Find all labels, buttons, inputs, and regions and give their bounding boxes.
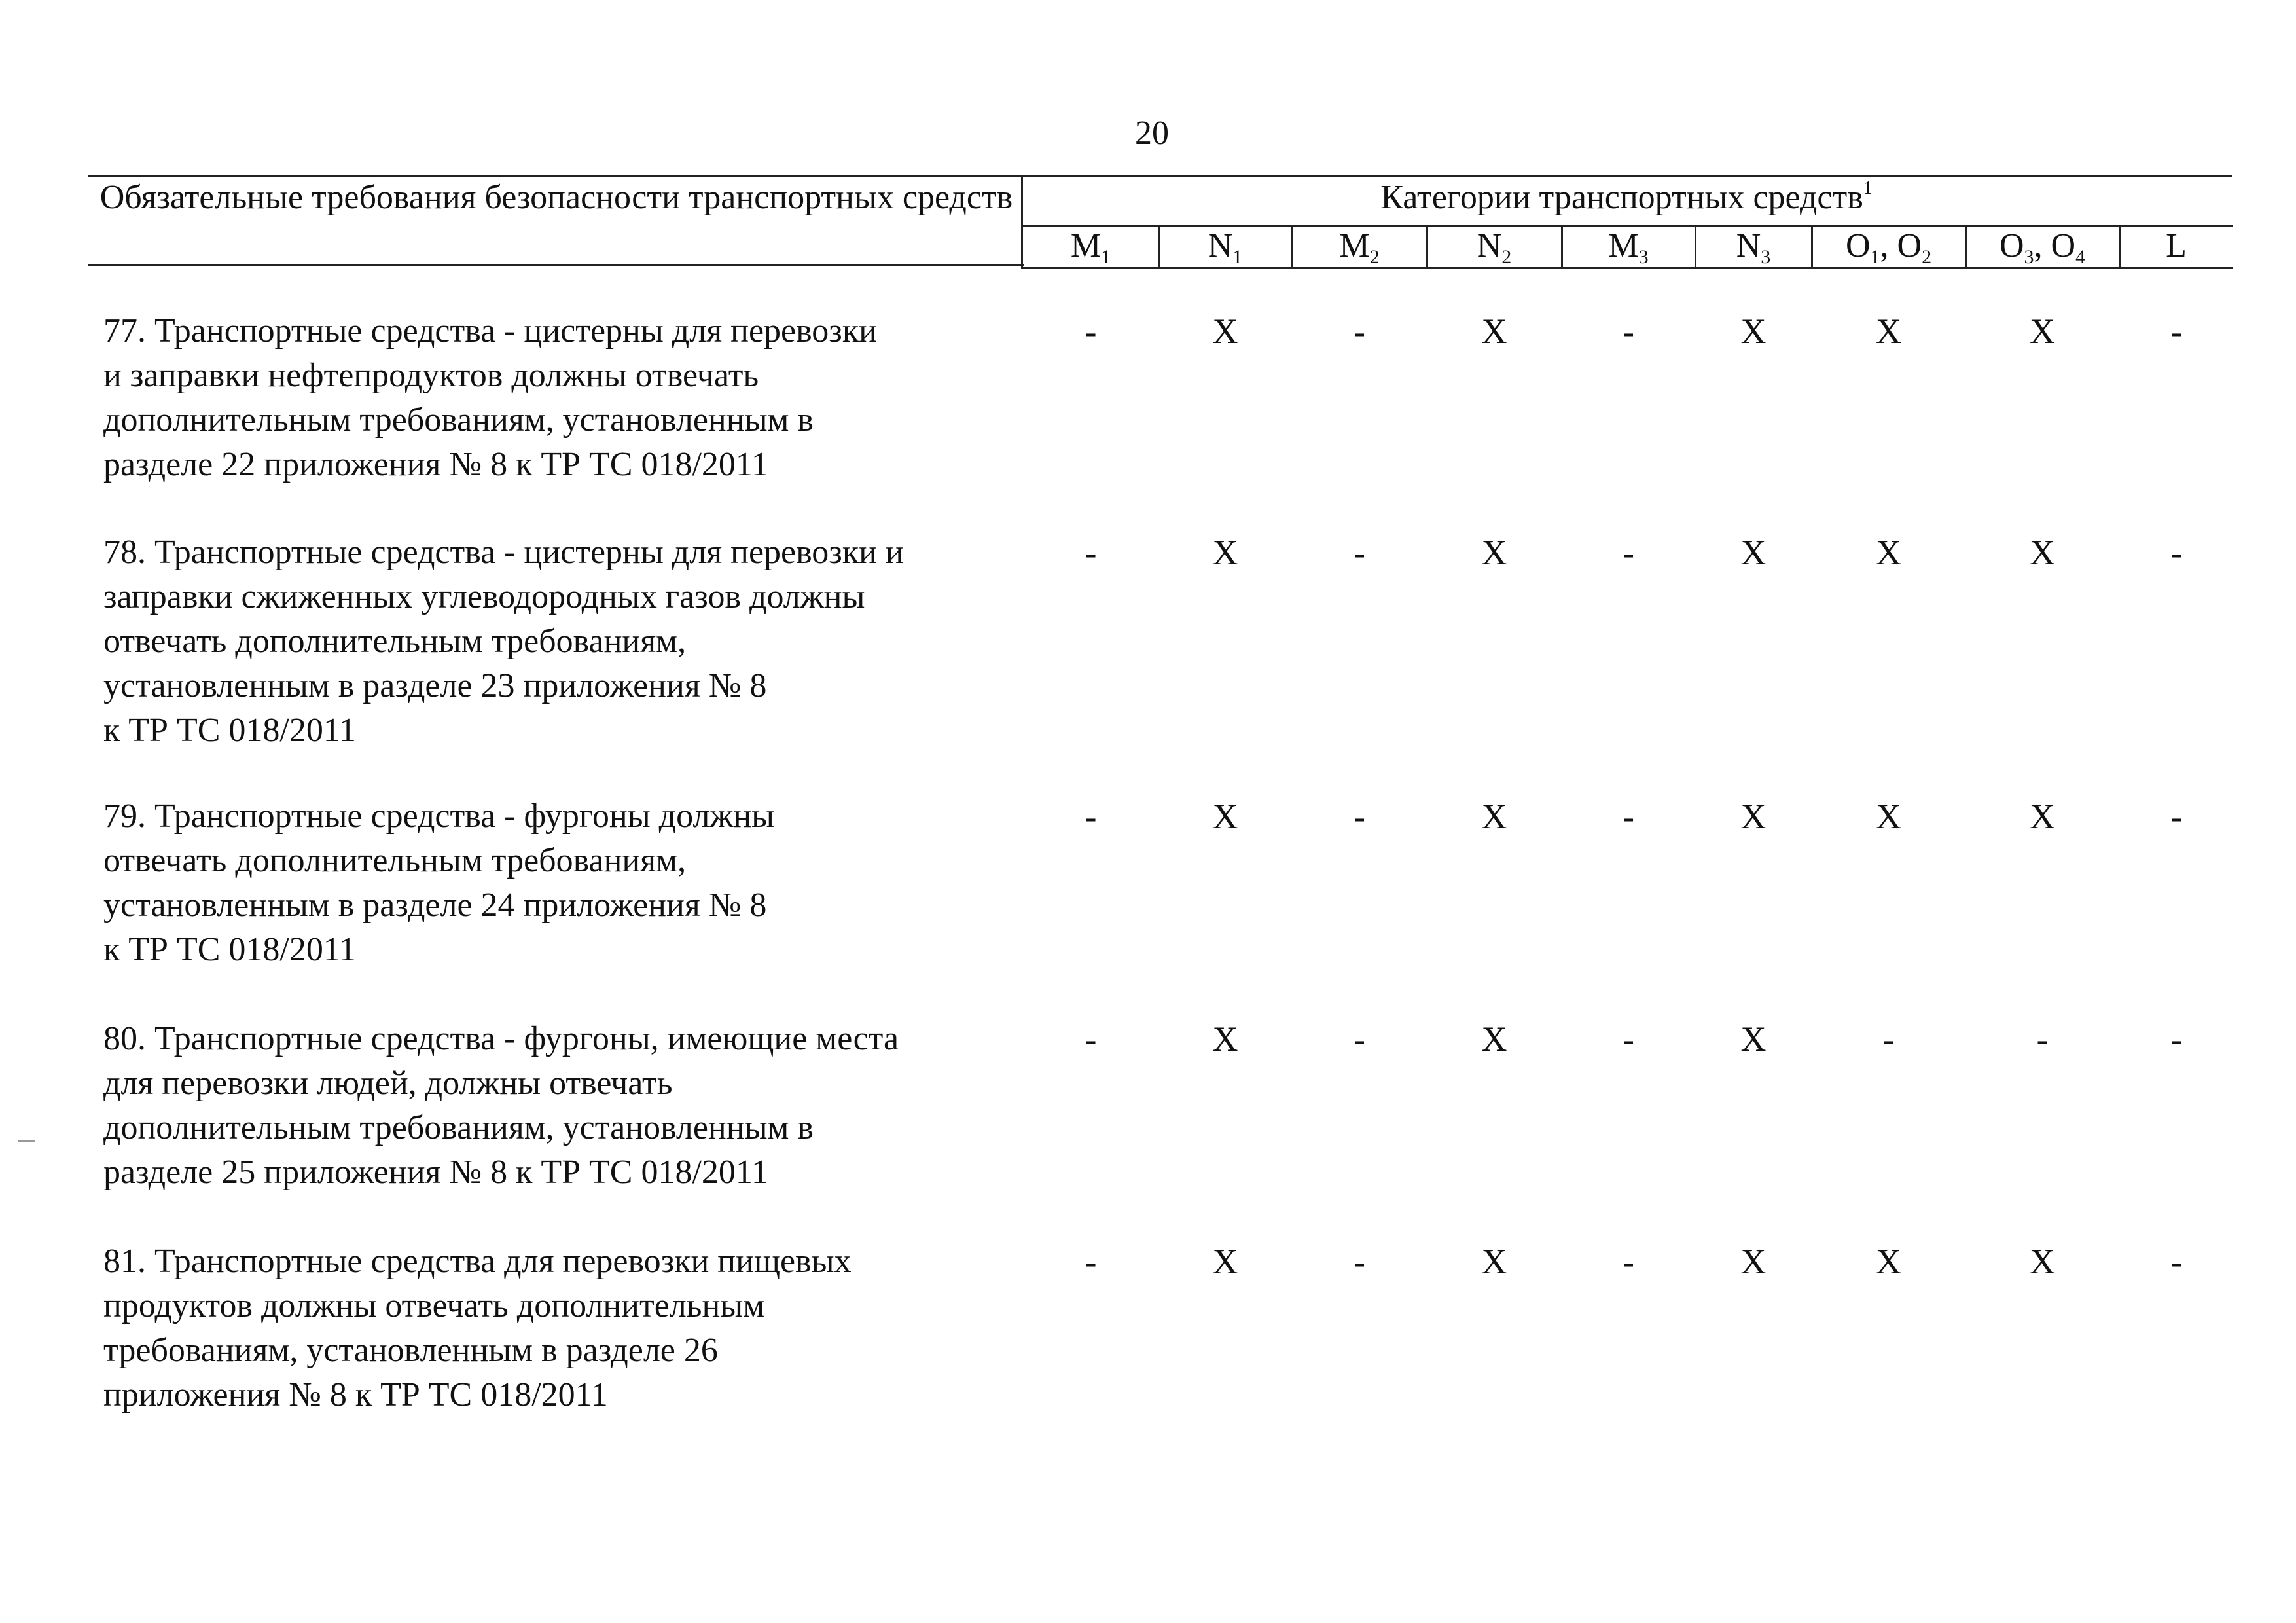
applicability-mark: - xyxy=(2170,533,2182,572)
applicability-mark: - xyxy=(2036,1019,2049,1059)
applicability-mark: - xyxy=(1085,1242,1097,1281)
category-separator xyxy=(2119,225,2121,268)
header-bottom-rule-right xyxy=(1021,267,2233,269)
applicability-mark: X xyxy=(1876,533,1901,572)
category-rest: , O xyxy=(2034,227,2076,264)
categories-title: Категории транспортных средств xyxy=(1380,179,1863,216)
requirement-text: 80. Транспортные средства - фургоны, имеющие места для перевозки людей, должны отвечать дополнительным требованиям, установленным в разделе 25 приложения № 8 к ТР ТС 018/2011 xyxy=(103,1020,899,1191)
category-separator xyxy=(1965,225,1967,268)
category-base: N xyxy=(1477,227,1502,264)
applicability-mark: X xyxy=(1212,533,1238,572)
applicability-mark: X xyxy=(1876,312,1901,351)
category-header-5 xyxy=(1562,227,1695,266)
page-number: 20 xyxy=(1135,115,1169,152)
header-bottom-rule-left xyxy=(88,264,1024,266)
category-subscript-2: 2 xyxy=(1922,246,1932,268)
applicability-mark: X xyxy=(1481,797,1507,836)
applicability-mark: - xyxy=(1085,1019,1097,1059)
applicability-mark: - xyxy=(1354,1019,1365,1059)
applicability-mark: X xyxy=(1876,797,1901,836)
category-base: M xyxy=(1339,227,1370,264)
applicability-mark: X xyxy=(2030,533,2055,572)
category-base: N xyxy=(1736,227,1761,264)
applicability-mark: - xyxy=(1085,533,1097,572)
category-header-1 xyxy=(1023,227,1158,266)
applicability-mark: - xyxy=(1354,312,1365,351)
applicability-mark: X xyxy=(2030,1242,2055,1281)
applicability-mark: - xyxy=(1623,1019,1634,1059)
applicability-mark: X xyxy=(1740,312,1767,351)
applicability-mark: X xyxy=(1212,797,1238,836)
category-subscript: 3 xyxy=(2024,246,2034,268)
applicability-mark: X xyxy=(1481,1019,1507,1059)
category-header-9 xyxy=(2119,227,2233,266)
category-separator xyxy=(1426,225,1428,268)
category-subscript-2: 4 xyxy=(2075,246,2086,268)
category-separator xyxy=(1561,225,1563,268)
applicability-mark: X xyxy=(2030,797,2055,836)
applicability-mark: - xyxy=(2170,1242,2182,1281)
category-separator xyxy=(1811,225,1813,268)
category-subscript: 3 xyxy=(1761,246,1771,268)
category-subscript: 1 xyxy=(1870,246,1880,268)
category-header-6 xyxy=(1695,227,1812,266)
applicability-mark: X xyxy=(1481,1242,1507,1281)
applicability-mark: X xyxy=(1212,1019,1238,1059)
applicability-mark: - xyxy=(1354,797,1365,836)
scan-mark xyxy=(18,1140,35,1142)
category-header-3 xyxy=(1292,227,1427,266)
category-separator xyxy=(1158,225,1160,268)
applicability-mark: X xyxy=(1481,533,1507,572)
requirement-text: 78. Транспортные средства - цистерны для перевозки и заправки сжиженных углеводородных газов должны отвечать дополнительным требованиям, установленным в разделе 23 приложения № 8 к ТР ТС 018/2011 xyxy=(103,534,904,749)
applicability-mark: - xyxy=(1354,533,1365,572)
applicability-mark: X xyxy=(1740,1019,1767,1059)
category-base: O xyxy=(1845,227,1871,264)
applicability-mark: - xyxy=(2170,312,2182,351)
applicability-mark: X xyxy=(1212,312,1238,351)
category-header-2 xyxy=(1158,227,1292,266)
applicability-mark: X xyxy=(1740,1242,1767,1281)
requirement-text: 77. Транспортные средства - цистерны для перевозки и заправки нефтепродуктов должны отвечать дополнительным требованиям, установленным в разделе 22 приложения № 8 к ТР ТС 018/2011 xyxy=(103,312,877,483)
applicability-mark: - xyxy=(1623,312,1634,351)
category-subscript: 3 xyxy=(1638,246,1649,268)
applicability-mark: - xyxy=(1085,797,1097,836)
applicability-mark: - xyxy=(1085,312,1097,351)
applicability-mark: X xyxy=(1212,1242,1238,1281)
applicability-mark: X xyxy=(1876,1242,1901,1281)
requirements-column-header: Обязательные требования безопасности транспортных средств xyxy=(99,179,1013,216)
category-base: O xyxy=(1999,227,2024,264)
applicability-mark: - xyxy=(1882,1019,1895,1059)
category-base: N xyxy=(1208,227,1233,264)
category-base: M xyxy=(1608,227,1639,264)
categories-footnote-mark: 1 xyxy=(1863,178,1873,198)
category-base: M xyxy=(1070,227,1102,264)
category-header-4 xyxy=(1427,227,1562,266)
applicability-mark: - xyxy=(1354,1242,1365,1281)
category-subscript: 1 xyxy=(1232,246,1243,268)
applicability-mark: X xyxy=(1481,312,1507,351)
category-rest: , O xyxy=(1880,227,1922,264)
applicability-mark: - xyxy=(1623,533,1634,572)
category-base: L xyxy=(2166,227,2187,264)
applicability-mark: X xyxy=(2030,312,2055,351)
requirement-text: 79. Транспортные средства - фургоны должны отвечать дополнительным требованиям, установленным в разделе 24 приложения № 8 к ТР ТС 018/2011 xyxy=(103,797,775,968)
categories-column-header xyxy=(1028,175,2225,220)
category-separator xyxy=(1695,225,1696,268)
applicability-mark: - xyxy=(1623,1242,1634,1281)
category-header-8 xyxy=(1965,227,2119,266)
category-separator xyxy=(1291,225,1293,268)
applicability-mark: - xyxy=(2170,1019,2182,1059)
category-subscript: 1 xyxy=(1101,246,1111,268)
applicability-mark: - xyxy=(2170,797,2182,836)
category-subscript: 2 xyxy=(1501,246,1512,268)
requirement-text: 81. Транспортные средства для перевозки пищевых продуктов должны отвечать дополнительным требованиям, установленным в разделе 26 приложения № 8 к ТР ТС 018/2011 xyxy=(103,1243,852,1413)
category-subscript: 2 xyxy=(1369,246,1380,268)
category-header-7 xyxy=(1812,227,1965,266)
applicability-mark: X xyxy=(1740,797,1767,836)
applicability-mark: - xyxy=(1623,797,1634,836)
applicability-mark: X xyxy=(1740,533,1767,572)
